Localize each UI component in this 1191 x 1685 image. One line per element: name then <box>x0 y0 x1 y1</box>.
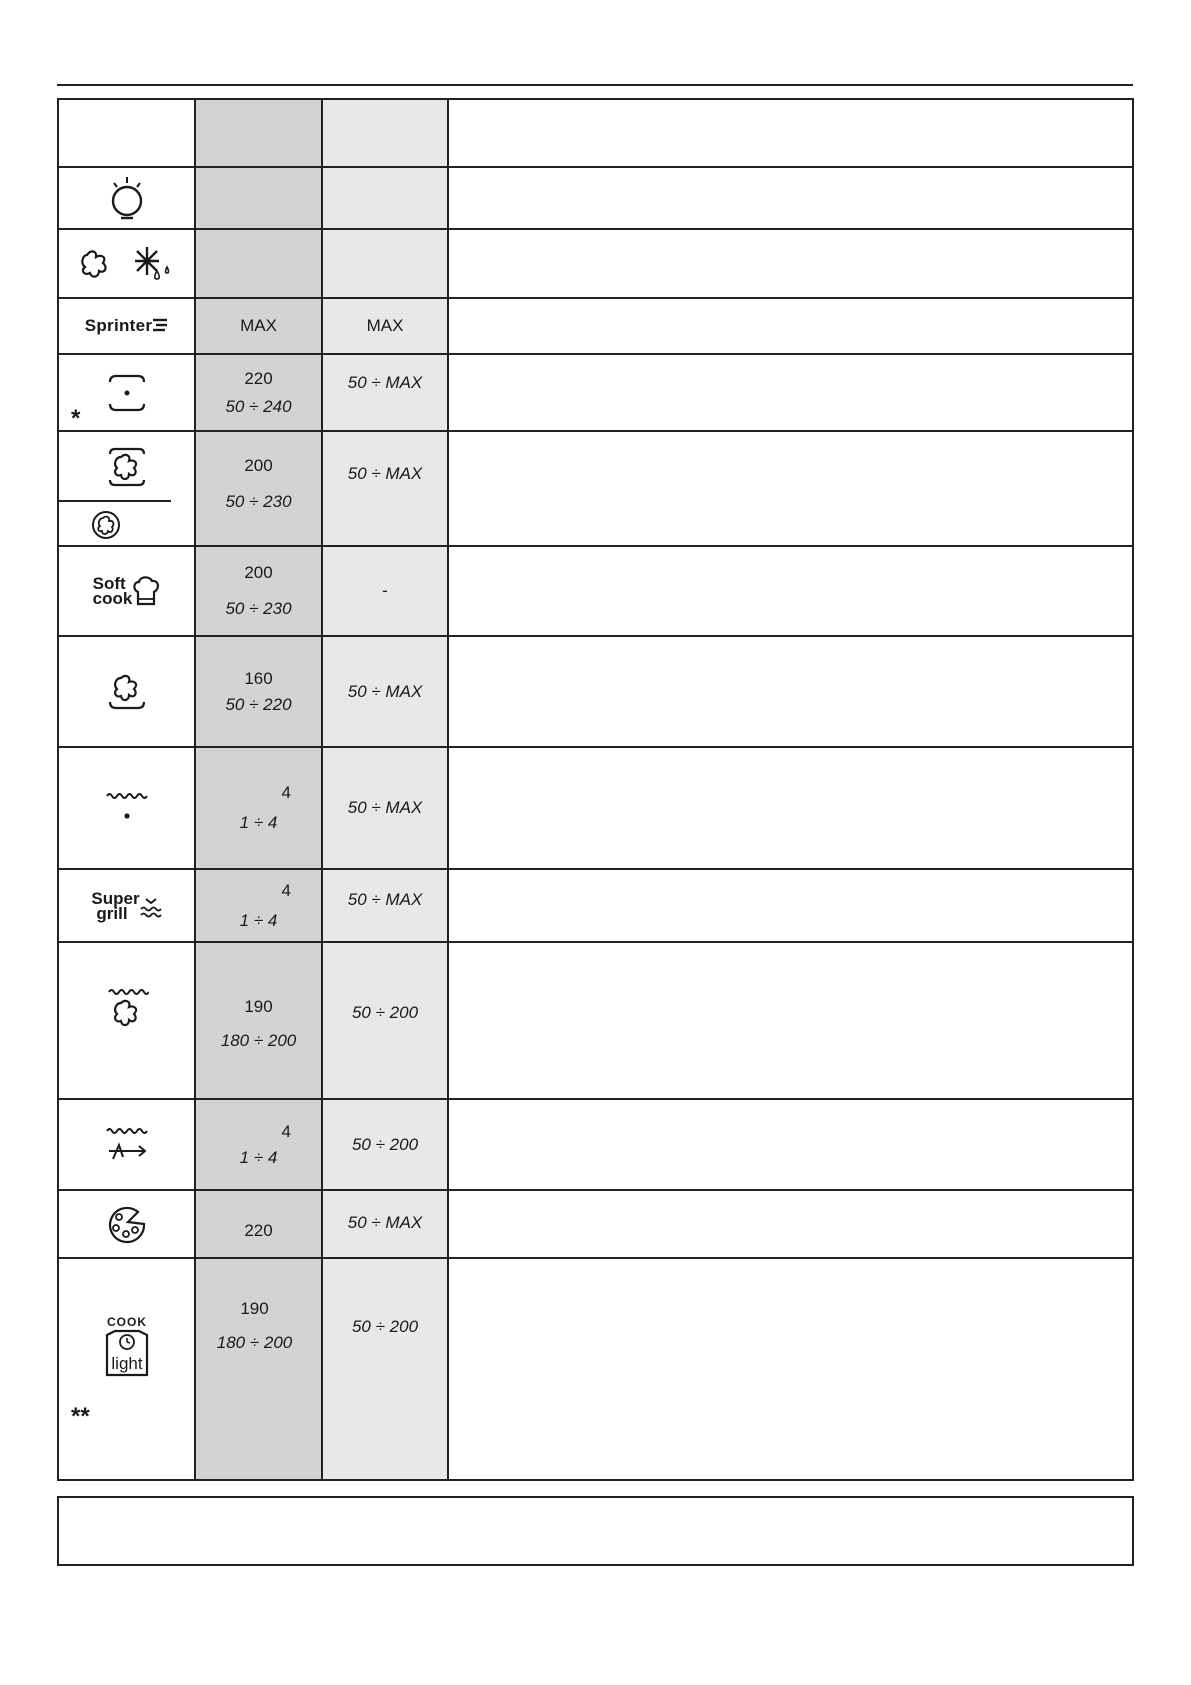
default-temp: 220 <box>244 1221 273 1240</box>
desc-cell <box>448 1099 1133 1190</box>
lamp-icon <box>107 175 147 221</box>
temp-range: 50 ÷ 230 <box>225 492 292 511</box>
desc-cell <box>448 942 1133 1099</box>
rotisserie-grill-icon <box>105 1125 149 1165</box>
table-row <box>58 167 1133 229</box>
defrost-icon <box>77 241 177 287</box>
desc-cell <box>448 1258 1133 1480</box>
header-col2 <box>322 99 448 167</box>
col2-cell <box>322 1190 448 1258</box>
svg-text:light: light <box>110 1354 143 1373</box>
col2-value: 50 ÷ MAX <box>347 464 423 483</box>
col2-value: 50 ÷ 200 <box>351 1134 419 1154</box>
desc-cell <box>448 298 1133 354</box>
desc-cell <box>448 431 1133 546</box>
default-temp: 160 <box>244 668 273 688</box>
col2-value: 50 ÷ MAX <box>347 890 423 909</box>
col2-value: 50 ÷ MAX <box>347 1213 423 1232</box>
col2-value: 50 ÷ 200 <box>351 1003 419 1022</box>
desc-cell <box>448 747 1133 869</box>
desc-cell <box>448 354 1133 431</box>
default-temp: 220 <box>244 368 273 388</box>
function-icon-cell <box>58 354 195 431</box>
desc-cell <box>448 636 1133 747</box>
col1-cell <box>195 942 322 1099</box>
table-row <box>58 354 1133 431</box>
divider <box>59 500 171 502</box>
col2-value: 50 ÷ MAX <box>347 373 423 392</box>
col2-cell <box>322 1258 448 1480</box>
function-icon-cell <box>58 636 195 747</box>
circular-fan-icon <box>89 508 123 542</box>
col1-cell <box>195 354 322 431</box>
default-level: 4 <box>281 1121 291 1141</box>
svg-text:COOK: COOK <box>106 1315 147 1329</box>
table-row <box>58 636 1133 747</box>
col2-cell <box>322 354 448 431</box>
default-temp: 200 <box>244 563 273 582</box>
col2-value: 50 ÷ MAX <box>347 798 423 817</box>
sprinter-label: Sprinter <box>84 316 153 335</box>
desc-cell <box>448 1190 1133 1258</box>
function-icon-cell <box>58 747 195 869</box>
col2-value: 50 ÷ MAX <box>347 681 423 701</box>
temp-range: 50 ÷ 230 <box>225 599 292 618</box>
desc-cell <box>448 546 1133 636</box>
col1-cell <box>195 167 322 229</box>
col2-cell <box>322 298 448 354</box>
footnote-mark: * <box>71 405 81 432</box>
fan-grill-icon <box>105 987 149 1031</box>
default-temp: 190 <box>240 1299 269 1318</box>
desc-cell <box>448 869 1133 942</box>
soft-label: Soft <box>92 574 126 593</box>
table-row <box>58 546 1133 636</box>
table-row <box>58 747 1133 869</box>
function-icon-cell <box>58 1099 195 1190</box>
col1-cell <box>195 1190 322 1258</box>
col1-value: MAX <box>240 316 277 335</box>
col1-cell <box>195 1258 322 1480</box>
top-bottom-heat-icon <box>104 370 150 416</box>
col1-cell <box>195 546 322 636</box>
fan-bottom-heat-icon <box>105 670 149 714</box>
chef-hat-icon <box>132 574 160 608</box>
cook-label: cook <box>92 589 133 608</box>
col2-cell <box>322 229 448 298</box>
table-row <box>58 1258 1133 1480</box>
header-desc <box>448 99 1133 167</box>
col2-cell <box>322 1099 448 1190</box>
col2-value: - <box>382 581 388 600</box>
function-icon-cell <box>58 942 195 1099</box>
function-icon-cell <box>58 1190 195 1258</box>
col1-cell <box>195 869 322 942</box>
function-icon-cell <box>58 1258 195 1480</box>
col2-cell <box>322 869 448 942</box>
function-icon-cell <box>58 546 195 636</box>
table-row <box>58 1099 1133 1190</box>
col2-cell <box>322 431 448 546</box>
desc-cell <box>448 229 1133 298</box>
pizza-icon <box>104 1204 150 1244</box>
col1-cell <box>195 431 322 546</box>
table-row <box>58 431 1133 546</box>
col1-cell <box>195 747 322 869</box>
super-label: Super <box>91 888 140 908</box>
fan-heat-icon <box>104 444 150 490</box>
col2-value: MAX <box>366 316 404 335</box>
header-icon-cell <box>58 99 195 167</box>
temp-range: 180 ÷ 200 <box>216 1333 293 1352</box>
table-row <box>58 298 1133 354</box>
table-row <box>58 869 1133 942</box>
default-level: 4 <box>281 880 291 900</box>
table-row <box>58 942 1133 1099</box>
col1-cell <box>195 1099 322 1190</box>
level-range: 1 ÷ 4 <box>239 910 278 930</box>
speed-lines-icon <box>152 317 168 333</box>
oven-functions-table <box>57 98 1134 1481</box>
col2-cell <box>322 546 448 636</box>
function-icon-cell <box>58 431 195 546</box>
desc-cell <box>448 167 1133 229</box>
table-header-row <box>58 99 1133 167</box>
col2-cell <box>322 636 448 747</box>
header-col1 <box>195 99 322 167</box>
function-icon-cell <box>58 298 195 354</box>
cook-light-icon <box>97 1315 157 1379</box>
col1-cell <box>195 298 322 354</box>
default-temp: 200 <box>244 456 273 475</box>
default-level: 4 <box>281 783 291 802</box>
default-temp: 190 <box>244 997 273 1016</box>
soft-cook-label <box>93 576 133 606</box>
grill-icon <box>105 790 149 826</box>
table-row <box>58 1190 1133 1258</box>
function-icon-cell <box>58 229 195 298</box>
col1-cell <box>195 229 322 298</box>
temp-range: 50 ÷ 240 <box>225 396 292 416</box>
top-rule <box>57 84 1133 86</box>
footnote-box <box>57 1496 1134 1566</box>
grill-label: grill <box>96 903 128 923</box>
level-range: 1 ÷ 4 <box>239 1147 278 1167</box>
temp-range: 50 ÷ 220 <box>225 694 292 714</box>
footnote-mark: ** <box>71 1403 90 1430</box>
col2-cell <box>322 747 448 869</box>
function-icon-cell <box>58 167 195 229</box>
col2-cell <box>322 942 448 1099</box>
col1-cell <box>195 636 322 747</box>
col2-value: 50 ÷ 200 <box>351 1317 419 1336</box>
super-grill-icon <box>140 893 162 919</box>
level-range: 1 ÷ 4 <box>239 813 278 832</box>
temp-range: 180 ÷ 200 <box>220 1031 297 1050</box>
col2-cell <box>322 167 448 229</box>
table-row <box>58 229 1133 298</box>
function-icon-cell <box>58 869 195 942</box>
super-grill-label <box>91 888 140 923</box>
